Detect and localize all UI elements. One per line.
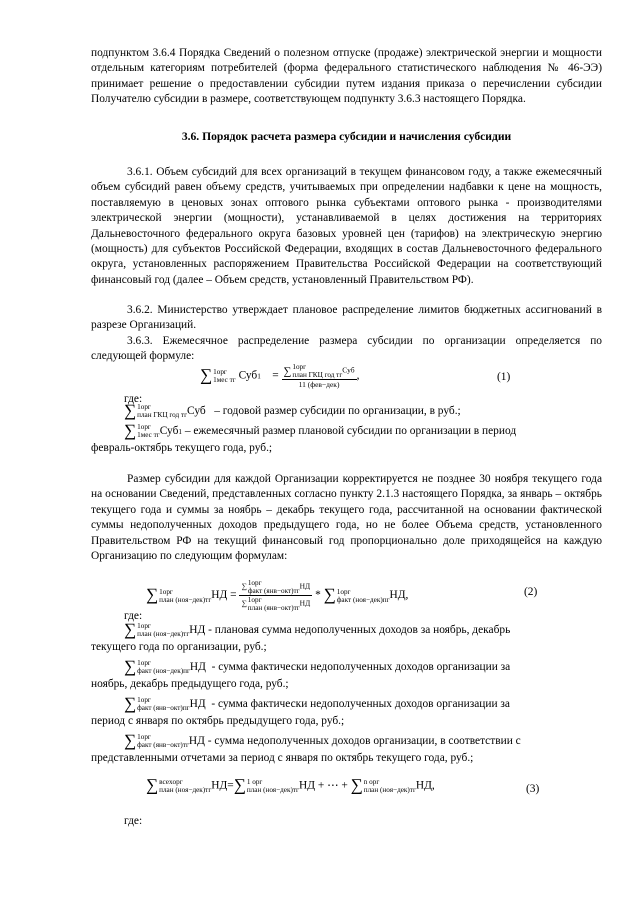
definition-2-cont: февраль-октябрь текущего года, руб.; [91, 442, 273, 454]
section-heading: 3.6. Порядок расчета размера субсидии и начисления субсидии [181, 130, 512, 143]
definition-3: ∑ 1орг план (ноя−дек)тг НД - плановая сумма недополученных доходов за ноябрь, декабрь [124, 620, 511, 639]
formula-3-number: (3) [526, 783, 540, 795]
formula-1-number: (1) [497, 371, 511, 383]
definition-4-cont: ноябрь, декабрь предыдущего года, руб.; [91, 678, 289, 690]
formula-3: ∑ всеxорг план (ноя−дек)тг НД=∑ 1 орг план (ноя−дек)тг НД + ⋯ + ∑ n орг план (ноя−дек)тг НД, [146, 775, 435, 795]
paragraph-3-6-3: 3.6.3. Ежемесячное распределение размера субсидии по организации определяется по следующей формуле: [91, 335, 602, 363]
definition-6: ∑ 1орг факт (янв−окт)тг НД - сумма недополученных доходов организации, в соответствии с [124, 731, 521, 750]
intro-paragraph: подпунктом 3.6.4 Порядка Сведений о полезном отпуске (продаже) электрической энергии и мощности отдельным категориям потребителей (форма федерального статистического наблюдения № 46-ЭЭ) принимает решение о предоставлении субсидии путем издания приказа о перечислении субсидии Получателю субсидии в размере, соответствующем подпункту 3.6.3 настоящего Порядка. [91, 47, 602, 106]
where-label-3: где: [124, 815, 143, 827]
paragraph-3-6-2: 3.6.2. Министерство утверждает плановое распределение лимитов бюджетных ассигнований в разрезе Организаций. [91, 304, 602, 332]
definition-5: ∑ 1орг факт (янв−окт)пг НД - сумма фактически недополученных доходов организации за [124, 694, 510, 713]
definition-4: ∑ 1орг факт (ноя−дек)пг НД - сумма фактически недополученных доходов организации за [124, 657, 511, 676]
paragraph-3-6-1: 3.6.1. Объем субсидий для всех организаций в текущем финансовом году, а также ежемесячный объем субсидий равен объему средств, учитываемых при определении надбавки к цене на мощность, поставляемую в ценовых зонах оптового рынка субъектами оптового рынка - производителями электрической энергии (мощности), устанавливаемой в целях достижения на территориях Дальневосточного федерального округа базовых уровней цен (тарифов) на электрическую энергию (мощность) для субъектов Российской Федерации, входящих в состав Дальневосточного федерального округа, установленных распоряжением Правительства Российской Федерации на соответствующий финансовый год (далее – Объем средств, установленный Правительством РФ). [91, 166, 602, 286]
definition-6-cont: представленными отчетами за период с января по октябрь текущего года, руб.; [91, 752, 474, 764]
definition-3-cont: текущего года по организации, руб.; [91, 641, 267, 653]
formula-1: ∑ 1орг 1мес тг Суб1 = ∑ 1орг план ГКЦ год тг Суб 11 (фев−дек) , [200, 363, 360, 389]
definition-5-cont: период с января по октябрь предыдущего года, руб.; [91, 715, 345, 727]
definition-1: ∑ 1орг план ГКЦ год тг Суб – годовой размер субсидии по организации, в руб.; [124, 401, 461, 420]
formula-2-number: (2) [524, 586, 538, 598]
formula-2: ∑ 1орг план (ноя−дек)тг НД = ∑ 1орг факт (янв−окт)тг НД ∑ 1орг план (янв−окт)тг НД * ∑ 1орг факт (ноя−дек)пг НД, [146, 579, 409, 612]
definition-2: ∑ 1орг 1мес тг Суб1 – ежемесячный размер плановой субсидии по организации в период [124, 421, 517, 440]
paragraph-adjustment: Размер субсидии для каждой Организации корректируется не позднее 30 ноября текущего года на основании Сведений, представленных согласно пункту 2.1.3 настоящего Порядка, за январь – октябрь текущего года и суммы за ноябрь – декабрь текущего года, рассчитанной на основании фактической суммы недополученных доходов предыдущего года, но не более Объема средств, установленного Правительством РФ на текущий финансовый год пропорционально доле приходящейся на каждую Организацию по следующим формулам: [91, 473, 602, 563]
where-label-2: где: [124, 610, 143, 622]
where-label-1: где: [124, 393, 143, 405]
